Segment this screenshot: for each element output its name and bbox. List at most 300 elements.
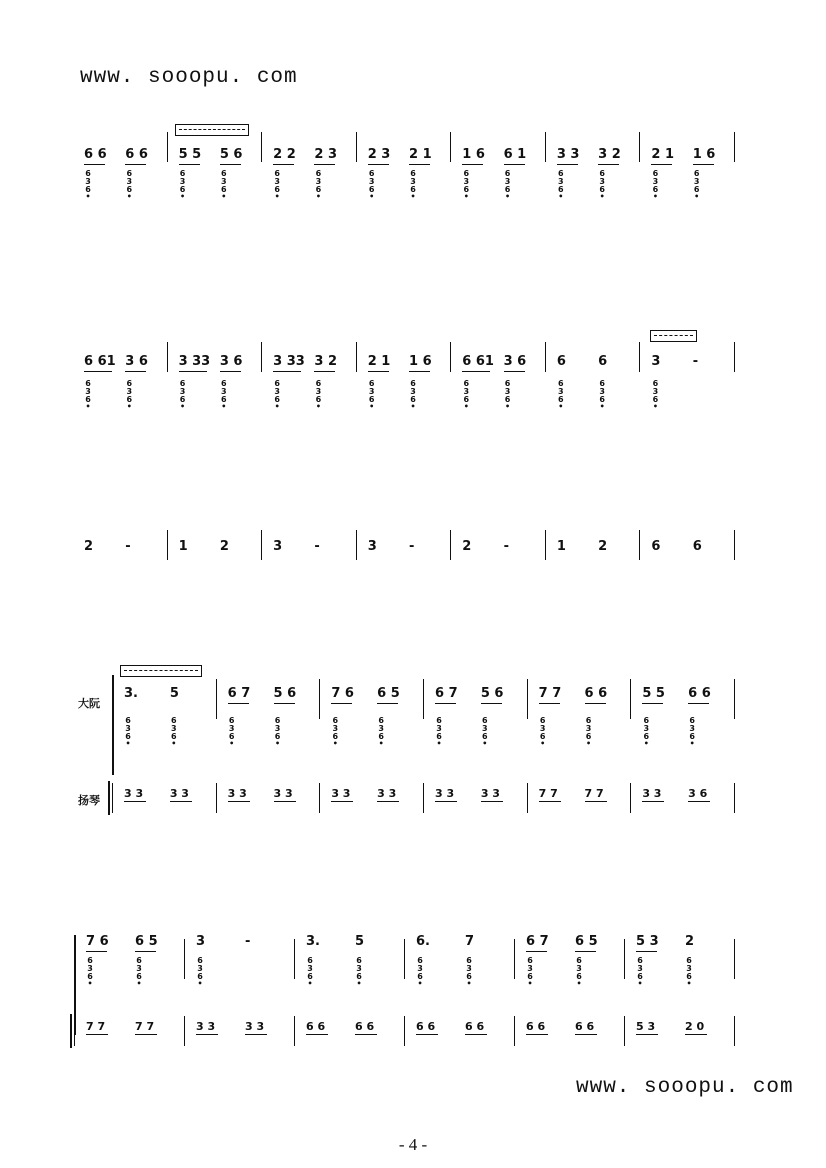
bar-line bbox=[319, 783, 320, 813]
beam-line bbox=[585, 703, 606, 704]
chord-digit: 6 bbox=[482, 732, 488, 741]
bar-line bbox=[734, 939, 735, 979]
bar-line bbox=[624, 939, 625, 979]
chord-digit: 3 bbox=[463, 387, 470, 396]
chord-digit: 6 bbox=[436, 716, 442, 725]
chord-dot: • bbox=[180, 192, 186, 201]
bar-line bbox=[450, 342, 451, 372]
chord-digit: 6 bbox=[221, 169, 227, 178]
melody-note: 6 1 bbox=[503, 147, 527, 162]
chord-digit: 3 bbox=[463, 177, 470, 186]
beam-line bbox=[539, 801, 561, 802]
beam-line bbox=[688, 801, 710, 802]
chord-digit: 6 bbox=[558, 169, 564, 178]
yangqin-note: 3 3 bbox=[377, 787, 397, 800]
chord-digit: 3 bbox=[539, 724, 546, 733]
chord-digit: 3 bbox=[693, 177, 700, 186]
bar-line bbox=[261, 530, 262, 560]
chord-digit: 6 bbox=[504, 185, 511, 194]
bar-line bbox=[112, 783, 113, 813]
bar-line bbox=[527, 679, 528, 719]
chord-digit: 6 bbox=[693, 185, 700, 194]
beam-line bbox=[526, 951, 547, 952]
chord-digit: 3 bbox=[527, 964, 533, 973]
chord-dot: • bbox=[637, 979, 643, 988]
page-number: - 4 - bbox=[398, 1135, 428, 1154]
chord-digit: 3 bbox=[274, 387, 280, 396]
chord-digit: 6 bbox=[585, 716, 592, 725]
chord-digit: 6 bbox=[87, 956, 93, 965]
melody-note: 6 7 bbox=[227, 686, 251, 701]
chord-stack bbox=[354, 957, 364, 987]
system-2 bbox=[0, 330, 826, 440]
melody-note: 1 bbox=[178, 539, 188, 554]
chord-stack bbox=[480, 717, 490, 747]
chord-digit: 6 bbox=[378, 732, 384, 741]
chord-stack bbox=[85, 957, 95, 987]
chord-stack bbox=[219, 380, 229, 410]
chord-digit: 6 bbox=[315, 395, 322, 404]
yangqin-note: 6 6 bbox=[355, 1020, 375, 1033]
chord-digit: 6 bbox=[643, 732, 650, 741]
chord-digit: 6 bbox=[221, 379, 227, 388]
bar-line bbox=[527, 783, 528, 813]
chord-digit: 3 bbox=[576, 964, 582, 973]
chord-stack bbox=[313, 170, 323, 200]
chord-digit: 3 bbox=[378, 724, 384, 733]
bar-line bbox=[294, 939, 295, 979]
chord-stack bbox=[574, 957, 584, 987]
bar-line bbox=[734, 132, 735, 162]
chord-digit: 6 bbox=[410, 379, 416, 388]
beam-line bbox=[585, 801, 607, 802]
chord-digit: 6 bbox=[463, 169, 470, 178]
chord-digit: 3 bbox=[85, 177, 91, 186]
chord-digit: 3 bbox=[599, 177, 605, 186]
chord-digit: 6 bbox=[368, 379, 375, 388]
chord-dot: • bbox=[410, 192, 416, 201]
chord-dot: • bbox=[652, 192, 658, 201]
chord-dot: • bbox=[369, 192, 375, 201]
beam-line bbox=[179, 164, 200, 165]
instrument-label-yangqin: 扬琴 bbox=[78, 794, 100, 807]
chord-digit: 6 bbox=[410, 169, 416, 178]
chord-stack bbox=[330, 717, 340, 747]
chord-digit: 6 bbox=[332, 716, 339, 725]
melody-note: 6 61 bbox=[84, 354, 116, 369]
chord-digit: 6 bbox=[599, 169, 605, 178]
chord-dot: • bbox=[369, 402, 375, 411]
melody-note: 3 bbox=[196, 934, 206, 949]
chord-stack bbox=[83, 170, 93, 200]
chord-digit: 6 bbox=[652, 395, 659, 404]
yangqin-note: 6 6 bbox=[575, 1020, 595, 1033]
chord-digit: 6 bbox=[87, 972, 93, 981]
melody-note: 2 bbox=[685, 934, 695, 949]
chord-dot: • bbox=[87, 979, 93, 988]
chord-digit: 3 bbox=[126, 387, 133, 396]
chord-digit: 6 bbox=[197, 972, 203, 981]
ornament-marking bbox=[120, 665, 202, 677]
chord-stack bbox=[461, 170, 471, 200]
system-5 bbox=[0, 925, 826, 1065]
yangqin-note: 7 7 bbox=[584, 787, 604, 800]
chord-digit: 6 bbox=[228, 732, 235, 741]
chord-digit: 6 bbox=[315, 185, 322, 194]
beam-line bbox=[642, 801, 664, 802]
chord-stack bbox=[134, 957, 144, 987]
melody-note: 6 6 bbox=[584, 686, 608, 701]
chord-dot: • bbox=[221, 402, 227, 411]
chord-digit: 6 bbox=[436, 732, 442, 741]
bar-line bbox=[734, 783, 735, 813]
bar-line bbox=[624, 1016, 625, 1046]
bar-line bbox=[450, 530, 451, 560]
melody-note: 6 bbox=[556, 354, 566, 369]
bar-line bbox=[216, 679, 217, 719]
yangqin-note: 6 6 bbox=[465, 1020, 485, 1033]
chord-digit: 6 bbox=[643, 716, 650, 725]
melody-note: 3 6 bbox=[125, 354, 148, 369]
melody-note: 2 bbox=[219, 539, 229, 554]
chord-dot: • bbox=[505, 402, 511, 411]
chord-digit: 6 bbox=[221, 185, 227, 194]
chord-stack bbox=[650, 170, 660, 200]
chord-dot: • bbox=[307, 979, 313, 988]
melody-note: - bbox=[245, 934, 251, 949]
yangqin-note: 3 3 bbox=[196, 1020, 216, 1033]
melody-note: - bbox=[409, 539, 415, 554]
bar-line bbox=[450, 132, 451, 162]
beam-line bbox=[465, 1034, 487, 1035]
bar-line bbox=[184, 1016, 185, 1046]
chord-digit: 3 bbox=[466, 964, 472, 973]
chord-digit: 6 bbox=[274, 185, 280, 194]
melody-note: 6 5 bbox=[377, 686, 400, 701]
chord-digit: 3 bbox=[686, 964, 692, 973]
yangqin-note: 3 6 bbox=[688, 787, 708, 800]
beam-line bbox=[377, 801, 399, 802]
beam-line bbox=[331, 801, 353, 802]
chord-dot: • bbox=[221, 192, 227, 201]
melody-note: 3 bbox=[367, 539, 377, 554]
watermark-bottom: www. sooopu. com bbox=[576, 1076, 794, 1099]
beam-line bbox=[685, 1034, 707, 1035]
melody-note: 1 6 bbox=[692, 147, 716, 162]
yangqin-brace bbox=[70, 1014, 72, 1048]
chord-digit: 6 bbox=[368, 169, 375, 178]
chord-stack bbox=[503, 380, 513, 410]
chord-stack bbox=[503, 170, 513, 200]
beam-line bbox=[462, 371, 490, 372]
beam-line bbox=[84, 371, 112, 372]
chord-digit: 3 bbox=[652, 387, 659, 396]
chord-dot: • bbox=[85, 402, 91, 411]
melody-note: - bbox=[692, 354, 699, 369]
yangqin-note: 2 0 bbox=[685, 1020, 705, 1033]
system-1 bbox=[0, 120, 826, 230]
chord-dot: • bbox=[315, 402, 321, 411]
chord-digit: 6 bbox=[417, 956, 423, 965]
chord-stack bbox=[635, 957, 645, 987]
beam-line bbox=[274, 801, 296, 802]
chord-stack bbox=[272, 380, 282, 410]
chord-digit: 6 bbox=[466, 956, 472, 965]
yangqin-note: 6 6 bbox=[416, 1020, 436, 1033]
chord-digit: 3 bbox=[136, 964, 142, 973]
chord-stack bbox=[461, 380, 471, 410]
chord-dot: • bbox=[229, 739, 235, 748]
chord-dot: • bbox=[599, 402, 605, 411]
chord-digit: 3 bbox=[504, 177, 511, 186]
chord-digit: 6 bbox=[652, 379, 659, 388]
chord-digit: 6 bbox=[307, 972, 313, 981]
chord-digit: 6 bbox=[558, 185, 564, 194]
chord-dot: • bbox=[171, 739, 177, 748]
melody-note: 2 3 bbox=[314, 147, 338, 162]
yangqin-note: 3 3 bbox=[169, 787, 189, 800]
melody-note: 7 bbox=[465, 934, 475, 949]
chord-stack bbox=[219, 170, 229, 200]
chord-digit: 6 bbox=[652, 185, 659, 194]
chord-digit: 6 bbox=[576, 972, 582, 981]
chord-digit: 6 bbox=[504, 379, 511, 388]
melody-note: 3. bbox=[124, 686, 138, 701]
chord-digit: 6 bbox=[539, 732, 546, 741]
chord-digit: 3 bbox=[126, 177, 133, 186]
chord-digit: 3 bbox=[599, 387, 605, 396]
bar-line bbox=[261, 132, 262, 162]
bar-line bbox=[630, 679, 631, 719]
beam-line bbox=[651, 164, 672, 165]
chord-digit: 6 bbox=[171, 732, 177, 741]
chord-dot: • bbox=[576, 979, 582, 988]
chord-digit: 6 bbox=[558, 395, 564, 404]
melody-note: 3 33 bbox=[178, 354, 211, 369]
chord-stack bbox=[597, 380, 607, 410]
chord-digit: 6 bbox=[463, 379, 470, 388]
beam-line bbox=[86, 951, 107, 952]
chord-digit: 6 bbox=[637, 956, 643, 965]
chord-digit: 6 bbox=[356, 972, 362, 981]
chord-digit: 6 bbox=[599, 379, 605, 388]
melody-note: 3 33 bbox=[273, 354, 305, 369]
chord-digit: 6 bbox=[482, 716, 488, 725]
chord-digit: 6 bbox=[197, 956, 203, 965]
chord-stack bbox=[178, 380, 188, 410]
chord-digit: 6 bbox=[125, 716, 131, 725]
chord-stack bbox=[434, 717, 444, 747]
chord-dot: • bbox=[463, 192, 469, 201]
beam-line bbox=[377, 703, 398, 704]
beam-line bbox=[220, 371, 241, 372]
chord-digit: 6 bbox=[274, 395, 280, 404]
system-brace bbox=[112, 675, 114, 775]
melody-note: 3 bbox=[651, 354, 661, 369]
yangqin-note: 3 3 bbox=[227, 787, 247, 800]
chord-stack bbox=[305, 957, 315, 987]
bar-line bbox=[423, 783, 424, 813]
melody-note: 2 1 bbox=[651, 147, 675, 162]
melody-note: 5 6 bbox=[480, 686, 504, 701]
chord-dot: • bbox=[463, 402, 469, 411]
melody-note: 6 bbox=[598, 354, 608, 369]
bar-line bbox=[734, 530, 735, 560]
yangqin-note: 3 3 bbox=[331, 787, 351, 800]
chord-stack bbox=[641, 717, 651, 747]
chord-digit: 6 bbox=[179, 169, 186, 178]
chord-digit: 6 bbox=[686, 956, 692, 965]
beam-line bbox=[135, 951, 156, 952]
beam-line bbox=[228, 703, 249, 704]
chord-digit: 3 bbox=[179, 387, 186, 396]
chord-dot: • bbox=[689, 739, 695, 748]
melody-note: 5 bbox=[355, 934, 365, 949]
chord-dot: • bbox=[652, 402, 658, 411]
chord-dot: • bbox=[356, 979, 362, 988]
chord-dot: • bbox=[197, 979, 203, 988]
chord-digit: 6 bbox=[368, 395, 375, 404]
chord-digit: 3 bbox=[410, 387, 416, 396]
chord-dot: • bbox=[558, 402, 564, 411]
beam-line bbox=[575, 951, 596, 952]
melody-note: 6 5 bbox=[575, 934, 598, 949]
chord-digit: 6 bbox=[126, 169, 133, 178]
chord-digit: 3 bbox=[689, 724, 695, 733]
melody-note: 1 6 bbox=[462, 147, 485, 162]
chord-digit: 3 bbox=[643, 724, 650, 733]
chord-digit: 3 bbox=[307, 964, 313, 973]
chord-dot: • bbox=[274, 739, 281, 748]
beam-line bbox=[636, 1034, 658, 1035]
chord-stack bbox=[367, 380, 377, 410]
beam-line bbox=[481, 801, 503, 802]
melody-note: - bbox=[503, 539, 509, 554]
bar-line bbox=[514, 939, 515, 979]
chord-digit: 6 bbox=[693, 169, 700, 178]
bar-line bbox=[545, 530, 546, 560]
beam-line bbox=[273, 371, 301, 372]
beam-line bbox=[368, 164, 389, 165]
chord-digit: 6 bbox=[315, 379, 322, 388]
chord-digit: 3 bbox=[332, 724, 339, 733]
chord-digit: 3 bbox=[87, 964, 93, 973]
chord-dot: • bbox=[643, 739, 649, 748]
bar-line bbox=[356, 132, 357, 162]
chord-digit: 6 bbox=[410, 185, 416, 194]
chord-digit: 6 bbox=[85, 379, 91, 388]
beam-line bbox=[462, 164, 483, 165]
yangqin-note: 5 3 bbox=[636, 1020, 656, 1033]
beam-line bbox=[642, 703, 663, 704]
chord-stack bbox=[584, 717, 594, 747]
chord-stack bbox=[195, 957, 205, 987]
bar-line bbox=[167, 530, 168, 560]
melody-note: 2 1 bbox=[409, 147, 432, 162]
yangqin-note: 3 3 bbox=[245, 1020, 265, 1033]
bar-line bbox=[294, 1016, 295, 1046]
chord-digit: 3 bbox=[315, 177, 322, 186]
chord-stack bbox=[367, 170, 377, 200]
bar-line bbox=[639, 342, 640, 372]
watermark-top: www. sooopu. com bbox=[80, 66, 298, 89]
chord-digit: 3 bbox=[652, 177, 659, 186]
melody-note: - bbox=[125, 539, 131, 554]
beam-line bbox=[179, 371, 207, 372]
chord-digit: 6 bbox=[179, 185, 186, 194]
chord-stack bbox=[313, 380, 323, 410]
beam-line bbox=[125, 371, 146, 372]
chord-stack bbox=[556, 380, 566, 410]
chord-digit: 6 bbox=[221, 395, 227, 404]
melody-note: 1 bbox=[556, 539, 566, 554]
chord-digit: 6 bbox=[504, 169, 511, 178]
yangqin-note: 3 3 bbox=[435, 787, 455, 800]
melody-note: 5 5 bbox=[642, 686, 665, 701]
chord-digit: 6 bbox=[599, 395, 605, 404]
beam-line bbox=[220, 164, 241, 165]
chord-digit: 6 bbox=[504, 395, 511, 404]
chord-digit: 3 bbox=[274, 177, 280, 186]
chord-digit: 6 bbox=[576, 956, 582, 965]
chord-digit: 3 bbox=[558, 387, 564, 396]
chord-dot: • bbox=[436, 739, 442, 748]
melody-note: 2 1 bbox=[367, 354, 391, 369]
chord-digit: 3 bbox=[221, 177, 227, 186]
melody-note: - bbox=[314, 539, 320, 554]
melody-note: 6. bbox=[416, 934, 430, 949]
chord-stack bbox=[178, 170, 188, 200]
beam-line bbox=[228, 801, 250, 802]
beam-line bbox=[575, 1034, 597, 1035]
chord-dot: • bbox=[180, 402, 186, 411]
melody-note: 6 7 bbox=[435, 686, 458, 701]
chord-dot: • bbox=[378, 739, 384, 748]
chord-stack bbox=[169, 717, 179, 747]
yangqin-note: 3 3 bbox=[124, 787, 144, 800]
chord-stack bbox=[415, 957, 425, 987]
chord-digit: 6 bbox=[368, 185, 375, 194]
chord-stack bbox=[687, 717, 697, 747]
chord-digit: 3 bbox=[637, 964, 643, 973]
chord-digit: 6 bbox=[315, 169, 322, 178]
chord-stack bbox=[408, 380, 418, 410]
chord-dot: • bbox=[417, 979, 423, 988]
chord-digit: 3 bbox=[417, 964, 423, 973]
chord-dot: • bbox=[694, 192, 700, 201]
instrument-label-daruan: 大阮 bbox=[78, 697, 100, 710]
chord-digit: 6 bbox=[332, 732, 339, 741]
chord-digit: 3 bbox=[368, 177, 375, 186]
beam-line bbox=[306, 1034, 328, 1035]
melody-note: 3. bbox=[306, 934, 320, 949]
ornament-marking bbox=[175, 124, 249, 136]
chord-digit: 6 bbox=[463, 185, 470, 194]
chord-digit: 6 bbox=[539, 716, 546, 725]
chord-digit: 6 bbox=[558, 379, 564, 388]
chord-digit: 3 bbox=[228, 724, 235, 733]
chord-stack bbox=[684, 957, 694, 987]
bar-line bbox=[639, 530, 640, 560]
yangqin-note: 6 6 bbox=[526, 1020, 546, 1033]
chord-digit: 6 bbox=[417, 972, 423, 981]
chord-digit: 6 bbox=[689, 732, 695, 741]
beam-line bbox=[274, 703, 295, 704]
chord-digit: 6 bbox=[410, 395, 416, 404]
bar-line bbox=[734, 342, 735, 372]
chord-digit: 3 bbox=[558, 177, 564, 186]
chord-stack bbox=[692, 170, 702, 200]
